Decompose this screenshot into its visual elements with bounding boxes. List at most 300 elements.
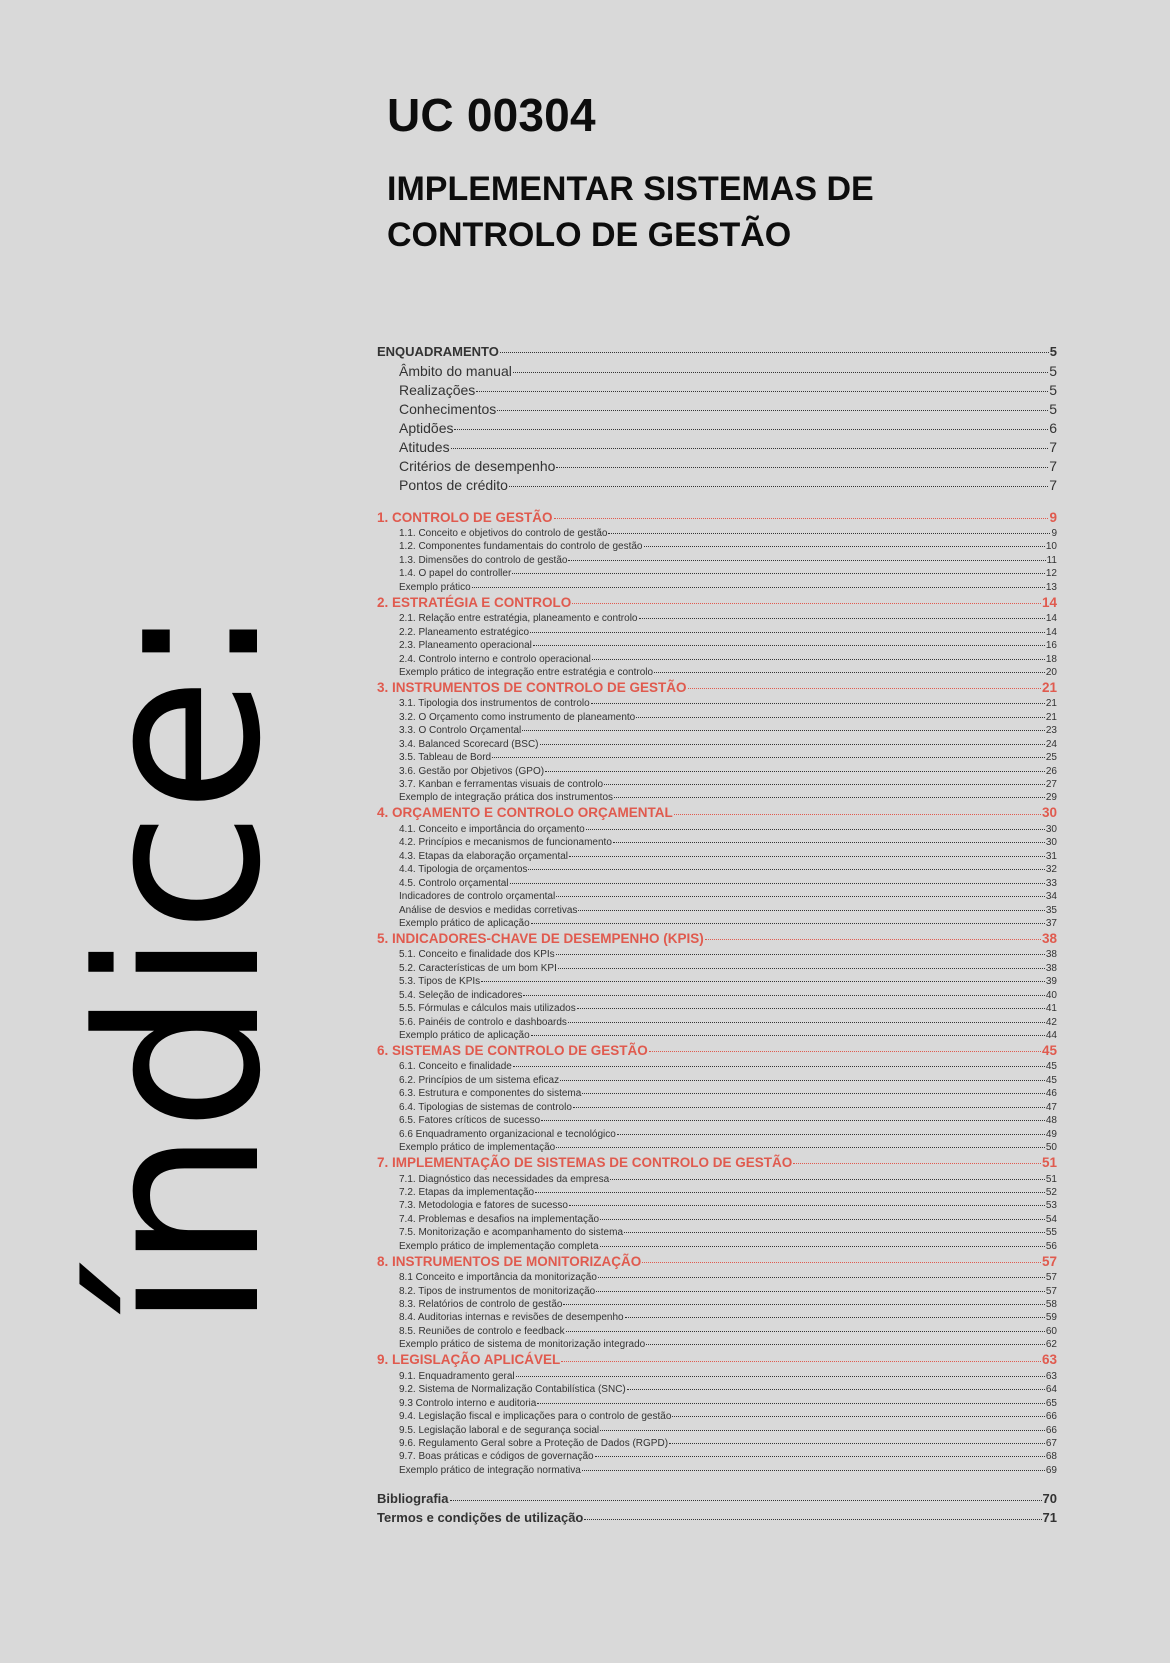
toc-entry-subsection[interactable] xyxy=(377,988,1057,1001)
toc-entry-page-number: 30 xyxy=(1045,823,1057,835)
dot-leader xyxy=(674,804,1041,818)
toc-entry-subsection[interactable] xyxy=(377,822,1057,835)
toc-entry-chapter[interactable] xyxy=(377,678,1057,696)
dot-leader xyxy=(541,1113,1045,1123)
toc-entry-subsection[interactable] xyxy=(377,723,1057,736)
toc-entry-subsection[interactable] xyxy=(377,1001,1057,1014)
toc-entry-subsection[interactable] xyxy=(377,1310,1057,1323)
toc-entry-subsection[interactable] xyxy=(377,665,1057,678)
toc-entry-label: 4. ORÇAMENTO E CONTROLO ORÇAMENTAL xyxy=(377,805,673,821)
dot-leader xyxy=(578,903,1044,913)
dot-leader xyxy=(523,988,1044,998)
toc-entry-page-number: 31 xyxy=(1045,850,1057,862)
toc-entry-chapter[interactable] xyxy=(377,593,1057,611)
toc-entry-subsection[interactable] xyxy=(377,1423,1057,1436)
toc-entry-label: 4.2. Princípios e mecanismos de funcionamento xyxy=(399,837,612,849)
toc-entry-subsection[interactable] xyxy=(377,539,1057,552)
index-side-label: índice: xyxy=(52,605,310,1330)
toc-entry-page-number: 46 xyxy=(1045,1088,1057,1100)
toc-entry-subsection[interactable] xyxy=(377,1297,1057,1310)
toc-entry-label: 6.3. Estrutura e componentes do sistema xyxy=(399,1088,582,1100)
toc-entry-page-number: 45 xyxy=(1041,1042,1057,1058)
toc-entry-page-number: 12 xyxy=(1045,568,1057,580)
toc-entry-page-number: 51 xyxy=(1045,1173,1057,1185)
toc-entry-label: 1.4. O papel do controller xyxy=(399,568,512,580)
toc-entry-page-number: 9 xyxy=(1049,509,1057,525)
toc-entry-subsection[interactable] xyxy=(377,1198,1057,1211)
toc-entry-subsection[interactable] xyxy=(377,696,1057,709)
toc-entry-page-number: 67 xyxy=(1045,1437,1057,1449)
toc-entry-label: Termos e condições de utilização xyxy=(377,1510,584,1526)
toc-chapters xyxy=(377,508,1057,1476)
toc-entry-label: 3. INSTRUMENTOS DE CONTROLO DE GESTÃO xyxy=(377,679,687,695)
toc-entry-enquadramento[interactable] xyxy=(377,343,1057,362)
toc-entry-label: 7. IMPLEMENTAÇÃO DE SISTEMAS DE CONTROLO DE GESTÃO xyxy=(377,1155,793,1170)
toc-entry-subsection[interactable] xyxy=(377,1100,1057,1113)
toc-entry-label: 9.2. Sistema de Normalização Contabilística (SNC) xyxy=(399,1384,626,1396)
toc-entry-label: 6. SISTEMAS DE CONTROLO DE GESTÃO xyxy=(377,1042,648,1058)
toc-entry-page-number: 44 xyxy=(1045,1030,1057,1041)
toc-entry-label: Âmbito do manual xyxy=(399,363,512,379)
dot-leader xyxy=(600,1239,1045,1249)
dot-leader xyxy=(512,566,1045,576)
dot-leader xyxy=(510,876,1045,886)
toc-entry-intro-item[interactable] xyxy=(377,476,1057,495)
dot-leader xyxy=(625,1310,1045,1320)
toc-entry-label: 4.5. Controlo orçamental xyxy=(399,877,509,889)
toc-entry-page-number: 30 xyxy=(1041,805,1057,821)
toc-entry-page-number: 55 xyxy=(1045,1227,1057,1239)
toc-entry-intro-item[interactable] xyxy=(377,400,1057,419)
toc-entry-label: 4.4. Tipologia de orçamentos xyxy=(399,864,528,876)
dot-leader xyxy=(454,419,1048,433)
toc-entry-label: 2.3. Planeamento operacional xyxy=(399,640,532,652)
toc-entry-label: Aptidões xyxy=(399,420,454,436)
dot-leader xyxy=(569,849,1045,859)
toc-entry-page-number: 14 xyxy=(1045,613,1057,625)
toc-entry-label: 3.4. Balanced Scorecard (BSC) xyxy=(399,738,539,750)
toc-entry-label: 2.1. Relação entre estratégia, planeamento e controlo xyxy=(399,613,638,625)
toc-entry-page-number: 23 xyxy=(1045,725,1057,737)
toc-entry-page-number: 49 xyxy=(1045,1128,1057,1140)
toc-entry-label: 3.6. Gestão por Objetivos (GPO) xyxy=(399,765,545,777)
toc-entry-subsection[interactable] xyxy=(377,1015,1057,1028)
toc-entry-page-number: 66 xyxy=(1045,1424,1057,1436)
toc-entry-label: 5.4. Seleção de indicadores xyxy=(399,989,523,1001)
toc-entry-label: 4.1. Conceito e importância do orçamento xyxy=(399,823,585,835)
toc-entry-subsection[interactable] xyxy=(377,903,1057,916)
toc-entry-label: 1.2. Componentes fundamentais do controlo de gestão xyxy=(399,541,643,553)
toc-entry-chapter[interactable] xyxy=(377,1041,1057,1059)
toc-entry-subsection[interactable] xyxy=(377,710,1057,723)
toc-entry-subsection[interactable] xyxy=(377,1172,1057,1185)
dot-leader xyxy=(600,1423,1045,1433)
toc-entry-label: 3.1. Tipologia dos instrumentos de controlo xyxy=(399,698,590,710)
toc-entry-page-number: 6 xyxy=(1049,420,1057,436)
toc-entry-page-number: 11 xyxy=(1046,554,1057,566)
toc-entry-subsection[interactable] xyxy=(377,625,1057,638)
toc-entry-label: 6.4. Tipologias de sistemas de controlo xyxy=(399,1101,572,1113)
toc-entry-subsection[interactable] xyxy=(377,1028,1057,1041)
toc-entry-subsection[interactable] xyxy=(377,652,1057,665)
toc-entry-page-number: 20 xyxy=(1045,666,1057,678)
toc-entry-page-number: 42 xyxy=(1045,1016,1057,1028)
toc-entry-label: 6.1. Conceito e finalidade xyxy=(399,1061,512,1073)
toc-entry-label: 5.6. Painéis de controlo e dashboards xyxy=(399,1016,567,1028)
toc-entry-subsection[interactable] xyxy=(377,1086,1057,1099)
toc-entry-chapter[interactable] xyxy=(377,508,1057,526)
toc-entry-label: 9.7. Boas práticas e códigos de governação xyxy=(399,1451,594,1463)
dot-leader xyxy=(610,1172,1045,1182)
toc-entry-page-number: 38 xyxy=(1045,962,1057,974)
dot-leader xyxy=(669,1436,1045,1446)
toc-entry-subsection[interactable] xyxy=(377,849,1057,862)
toc-entry-label: 7.2. Etapas da implementação xyxy=(399,1186,535,1198)
toc-entry-subsection[interactable] xyxy=(377,790,1057,803)
toc-entry-page-number: 21 xyxy=(1045,711,1057,723)
toc-entry-page-number: 70 xyxy=(1042,1491,1057,1507)
dot-leader xyxy=(569,1198,1045,1208)
toc-entry-subsection[interactable] xyxy=(377,638,1057,651)
dot-leader xyxy=(592,652,1045,662)
dot-leader xyxy=(613,835,1045,845)
toc-entry-label: 9.3 Controlo interno e auditoria xyxy=(399,1397,537,1409)
dot-leader xyxy=(596,1284,1045,1294)
toc-entry-intro-item[interactable] xyxy=(377,381,1057,400)
toc-entry-intro-item[interactable] xyxy=(377,457,1057,476)
dot-leader xyxy=(451,438,1049,452)
dot-leader xyxy=(492,750,1045,760)
toc-entry-subsection[interactable] xyxy=(377,1369,1057,1382)
toc-entry-subsection[interactable] xyxy=(377,1239,1057,1252)
toc-entry-subsection[interactable] xyxy=(377,580,1057,593)
dot-leader xyxy=(636,710,1045,720)
toc-entry-label: Conhecimentos xyxy=(399,401,497,417)
toc-entry-label: 2.2. Planeamento estratégico xyxy=(399,626,530,638)
toc-entry-label: 1.3. Dimensões do controlo de gestão xyxy=(399,554,568,566)
toc-entry-page-number: 27 xyxy=(1045,779,1057,790)
toc-entry-subsection[interactable] xyxy=(377,764,1057,777)
toc-entry-subsection[interactable] xyxy=(377,1382,1057,1395)
dot-leader xyxy=(591,696,1045,706)
toc-entry-label: Atitudes xyxy=(399,439,450,455)
toc-entry-subsection[interactable] xyxy=(377,1113,1057,1126)
toc-entry-page-number: 63 xyxy=(1045,1370,1057,1382)
toc-entry-label: 4.3. Etapas da elaboração orçamental xyxy=(399,850,568,862)
dot-leader xyxy=(608,526,1050,536)
toc-entry-subsection[interactable] xyxy=(377,526,1057,539)
toc-entry-page-number: 9 xyxy=(1051,528,1057,539)
toc-entry-subsection[interactable] xyxy=(377,835,1057,848)
toc-entry-subsection[interactable] xyxy=(377,1059,1057,1072)
toc-entry-page-number: 7 xyxy=(1049,458,1057,474)
dot-leader xyxy=(614,790,1045,800)
toc-entry-page-number: 48 xyxy=(1045,1115,1057,1127)
toc-entry-label: 7.1. Diagnóstico das necessidades da empresa xyxy=(399,1173,610,1185)
toc-section-end xyxy=(377,1490,1057,1528)
dot-leader xyxy=(531,916,1045,926)
toc-entry-subsection[interactable] xyxy=(377,777,1057,790)
toc-entry-subsection[interactable] xyxy=(377,947,1057,960)
toc-entry-page-number: 53 xyxy=(1045,1200,1057,1212)
toc-entry-page-number: 50 xyxy=(1045,1142,1057,1154)
dot-leader xyxy=(472,580,1045,590)
dot-leader xyxy=(598,1270,1045,1280)
table-of-contents xyxy=(377,343,1057,1528)
toc-entry-label: Pontos de crédito xyxy=(399,477,508,493)
toc-entry-page-number: 69 xyxy=(1045,1464,1057,1476)
toc-entry-page-number: 45 xyxy=(1045,1061,1057,1073)
toc-entry-label: 9.5. Legislação laboral e de segurança social xyxy=(399,1424,600,1436)
dot-leader xyxy=(582,1086,1045,1096)
dot-leader xyxy=(513,1059,1045,1069)
toc-entry-label: Exemplo prático de aplicação xyxy=(399,1030,530,1041)
dot-leader xyxy=(540,737,1045,747)
toc-entry-page-number: 51 xyxy=(1041,1155,1057,1170)
toc-entry-page-number: 38 xyxy=(1041,930,1057,946)
spacer xyxy=(377,495,1057,508)
dot-leader xyxy=(535,1185,1045,1195)
toc-entry-subsection[interactable] xyxy=(377,1409,1057,1422)
toc-entry-subsection[interactable] xyxy=(377,1225,1057,1238)
toc-entry-page-number: 41 xyxy=(1045,1003,1057,1015)
toc-entry-subsection[interactable] xyxy=(377,1463,1057,1476)
dot-leader xyxy=(537,1396,1045,1406)
dot-leader xyxy=(627,1382,1045,1392)
dot-leader xyxy=(513,362,1048,376)
dot-leader xyxy=(584,1509,1041,1522)
dot-leader xyxy=(481,974,1045,984)
toc-entry-subsection[interactable] xyxy=(377,1212,1057,1225)
toc-entry-label: 9.4. Legislação fiscal e implicações para o controlo de gestão xyxy=(399,1411,672,1423)
dot-leader xyxy=(595,1449,1045,1459)
toc-entry-label: Exemplo prático de sistema de monitorização integrado xyxy=(399,1339,646,1351)
toc-entry-chapter[interactable] xyxy=(377,1154,1057,1172)
toc-entry-subsection[interactable] xyxy=(377,750,1057,763)
dot-leader xyxy=(644,539,1045,549)
toc-entry-subsection[interactable] xyxy=(377,1270,1057,1283)
dot-leader xyxy=(705,929,1041,943)
dot-leader xyxy=(476,381,1048,395)
toc-entry-label: 3.2. O Orçamento como instrumento de planeamento xyxy=(399,711,636,723)
toc-entry-backmatter[interactable] xyxy=(377,1490,1057,1509)
dot-leader xyxy=(560,1073,1045,1083)
toc-entry-page-number: 66 xyxy=(1045,1411,1057,1423)
toc-entry-label: Bibliografia xyxy=(377,1491,449,1507)
dot-leader xyxy=(500,343,1049,356)
dot-leader xyxy=(450,1490,1042,1503)
toc-entry-page-number: 40 xyxy=(1045,989,1057,1001)
toc-entry-page-number: 54 xyxy=(1045,1213,1057,1225)
toc-entry-page-number: 68 xyxy=(1045,1451,1057,1463)
toc-entry-intro-item[interactable] xyxy=(377,419,1057,438)
toc-entry-subsection[interactable] xyxy=(377,566,1057,579)
toc-entry-page-number: 13 xyxy=(1045,581,1057,593)
toc-entry-page-number: 5 xyxy=(1049,363,1057,379)
toc-entry-page-number: 60 xyxy=(1045,1325,1057,1337)
toc-entry-label: 7.3. Metodologia e fatores de sucesso xyxy=(399,1200,568,1212)
dot-leader xyxy=(522,723,1045,733)
toc-entry-subsection[interactable] xyxy=(377,974,1057,987)
toc-entry-subsection[interactable] xyxy=(377,862,1057,875)
toc-entry-label: 8.1 Conceito e importância da monitorização xyxy=(399,1272,597,1284)
dot-leader xyxy=(558,961,1045,971)
toc-entry-page-number: 7 xyxy=(1049,439,1057,455)
toc-entry-subsection[interactable] xyxy=(377,1185,1057,1198)
toc-section-intro xyxy=(377,343,1057,495)
toc-entry-page-number: 59 xyxy=(1045,1312,1057,1324)
toc-entry-page-number: 10 xyxy=(1045,541,1057,553)
toc-entry-label: 8. INSTRUMENTOS DE MONITORIZAÇÃO xyxy=(377,1253,642,1269)
toc-entry-page-number: 29 xyxy=(1045,792,1057,804)
dot-leader xyxy=(586,822,1045,832)
toc-entry-intro-item[interactable] xyxy=(377,362,1057,381)
toc-entry-subsection[interactable] xyxy=(377,1436,1057,1449)
toc-entry-backmatter[interactable] xyxy=(377,1509,1057,1528)
toc-entry-label: 8.2. Tipos de instrumentos de monitorização xyxy=(399,1285,596,1297)
toc-entry-page-number: 24 xyxy=(1045,738,1057,750)
dot-leader xyxy=(531,1028,1045,1038)
dot-leader xyxy=(530,625,1045,635)
toc-entry-chapter[interactable] xyxy=(377,804,1057,822)
toc-entry-page-number: 71 xyxy=(1042,1510,1057,1526)
toc-entry-label: 8.4. Auditorias internas e revisões de desempenho xyxy=(399,1312,624,1324)
toc-entry-label: Indicadores de controlo orçamental xyxy=(399,891,556,903)
toc-entry-label: 5. INDICADORES-CHAVE DE DESEMPENHO (KPIS) xyxy=(377,930,704,946)
dot-leader xyxy=(566,1324,1045,1334)
toc-entry-page-number: 57 xyxy=(1045,1272,1057,1284)
dot-leader xyxy=(509,476,1048,490)
toc-entry-label: Exemplo prático xyxy=(399,581,471,593)
toc-entry-intro-item[interactable] xyxy=(377,438,1057,457)
toc-entry-label: Exemplo prático de integração normativa xyxy=(399,1464,581,1476)
toc-entry-page-number: 39 xyxy=(1045,976,1057,988)
toc-entry-label: 3.7. Kanban e ferramentas visuais de controlo xyxy=(399,779,604,790)
toc-entry-subsection[interactable] xyxy=(377,961,1057,974)
toc-entry-page-number: 34 xyxy=(1045,891,1057,903)
toc-entry-subsection[interactable] xyxy=(377,1073,1057,1086)
toc-entry-subsection[interactable] xyxy=(377,1449,1057,1462)
dot-leader xyxy=(563,1297,1044,1307)
toc-entry-label: 7.4. Problemas e desafios na implementação xyxy=(399,1213,600,1225)
dot-leader xyxy=(672,1409,1044,1419)
toc-entry-page-number: 62 xyxy=(1045,1339,1057,1351)
toc-entry-subsection[interactable] xyxy=(377,1127,1057,1140)
dot-leader xyxy=(642,1252,1041,1266)
toc-entry-label: 1. CONTROLO DE GESTÃO xyxy=(377,509,553,525)
toc-entry-page-number: 14 xyxy=(1045,626,1057,638)
toc-entry-page-number: 47 xyxy=(1045,1101,1057,1113)
toc-entry-label: Realizações xyxy=(399,382,476,398)
toc-entry-subsection[interactable] xyxy=(377,737,1057,750)
toc-entry-label: 5.2. Características de um bom KPI xyxy=(399,962,557,974)
toc-entry-page-number: 14 xyxy=(1041,594,1057,610)
toc-entry-subsection[interactable] xyxy=(377,1284,1057,1297)
dot-leader xyxy=(497,400,1048,414)
dot-leader xyxy=(554,508,1049,522)
dot-leader xyxy=(646,1337,1045,1347)
toc-entry-label: 8.5. Reuniões de controlo e feedback xyxy=(399,1325,565,1337)
toc-entry-page-number: 64 xyxy=(1045,1384,1057,1396)
toc-entry-label: 2.4. Controlo interno e controlo operacional xyxy=(399,653,591,665)
toc-entry-page-number: 18 xyxy=(1045,653,1057,665)
toc-entry-page-number: 21 xyxy=(1045,698,1057,710)
toc-entry-page-number: 32 xyxy=(1045,864,1057,876)
dot-leader xyxy=(528,862,1044,872)
dot-leader xyxy=(639,611,1045,621)
toc-entry-page-number: 65 xyxy=(1045,1397,1057,1409)
dot-leader xyxy=(556,1140,1045,1150)
toc-entry-subsection[interactable] xyxy=(377,553,1057,566)
toc-entry-subsection[interactable] xyxy=(377,1337,1057,1350)
toc-entry-page-number: 52 xyxy=(1045,1186,1057,1198)
dot-leader xyxy=(793,1154,1041,1168)
dot-leader xyxy=(624,1225,1045,1235)
toc-entry-subsection[interactable] xyxy=(377,611,1057,624)
dot-leader xyxy=(577,1001,1045,1011)
toc-entry-page-number: 5 xyxy=(1049,344,1057,359)
toc-entry-label: Exemplo de integração prática dos instrumentos xyxy=(399,792,614,804)
toc-entry-label: 5.3. Tipos de KPIs xyxy=(399,976,481,988)
toc-entry-subsection[interactable] xyxy=(377,1324,1057,1337)
dot-leader xyxy=(561,1351,1041,1365)
toc-entry-page-number: 57 xyxy=(1041,1253,1057,1269)
toc-entry-page-number: 5 xyxy=(1049,382,1057,398)
toc-entry-label: Exemplo prático de implementação xyxy=(399,1142,556,1154)
toc-entry-subsection[interactable] xyxy=(377,1396,1057,1409)
toc-entry-page-number: 25 xyxy=(1045,752,1057,764)
dot-leader xyxy=(617,1127,1045,1137)
toc-entry-page-number: 35 xyxy=(1045,904,1057,916)
toc-entry-chapter[interactable] xyxy=(377,1351,1057,1369)
dot-leader xyxy=(572,593,1041,607)
dot-leader xyxy=(573,1100,1045,1110)
dot-leader xyxy=(545,764,1045,774)
toc-entry-label: Exemplo prático de integração entre estratégia e controlo xyxy=(399,666,654,678)
toc-entry-page-number: 63 xyxy=(1041,1352,1057,1368)
toc-entry-page-number: 58 xyxy=(1045,1299,1057,1310)
toc-entry-subsection[interactable] xyxy=(377,889,1057,902)
toc-entry-label: Análise de desvios e medidas corretivas xyxy=(399,904,578,916)
toc-entry-subsection[interactable] xyxy=(377,916,1057,929)
toc-entry-subsection[interactable] xyxy=(377,1140,1057,1153)
toc-entry-label: 3.5. Tableau de Bord xyxy=(399,752,492,764)
toc-entry-page-number: 57 xyxy=(1045,1285,1057,1297)
toc-entry-label: 3.3. O Controlo Orçamental xyxy=(399,725,522,737)
toc-entry-page-number: 38 xyxy=(1045,949,1057,961)
toc-entry-page-number: 30 xyxy=(1045,837,1057,849)
toc-entry-page-number: 26 xyxy=(1045,765,1057,777)
toc-entry-label: 6.6 Enquadramento organizacional e tecnológico xyxy=(399,1128,616,1140)
dot-leader xyxy=(556,889,1045,899)
toc-entry-label: 7.5. Monitorização e acompanhamento do sistema xyxy=(399,1227,624,1239)
toc-entry-page-number: 5 xyxy=(1049,401,1057,417)
toc-entry-page-number: 56 xyxy=(1045,1240,1057,1252)
toc-entry-chapter[interactable] xyxy=(377,1252,1057,1270)
toc-entry-page-number: 37 xyxy=(1045,917,1057,929)
dot-leader xyxy=(533,638,1045,648)
dot-leader xyxy=(582,1463,1045,1473)
unit-title: IMPLEMENTAR SISTEMAS DE CONTROLO DE GESTÃO xyxy=(387,170,874,254)
dot-leader xyxy=(568,553,1045,563)
toc-entry-label: 1.1. Conceito e objetivos do controlo de gestão xyxy=(399,528,608,539)
dot-leader xyxy=(600,1212,1045,1222)
dot-leader xyxy=(516,1369,1045,1379)
toc-entry-page-number: 7 xyxy=(1049,477,1057,493)
toc-entry-subsection[interactable] xyxy=(377,876,1057,889)
toc-entry-page-number: 21 xyxy=(1041,679,1057,695)
toc-entry-chapter[interactable] xyxy=(377,929,1057,947)
